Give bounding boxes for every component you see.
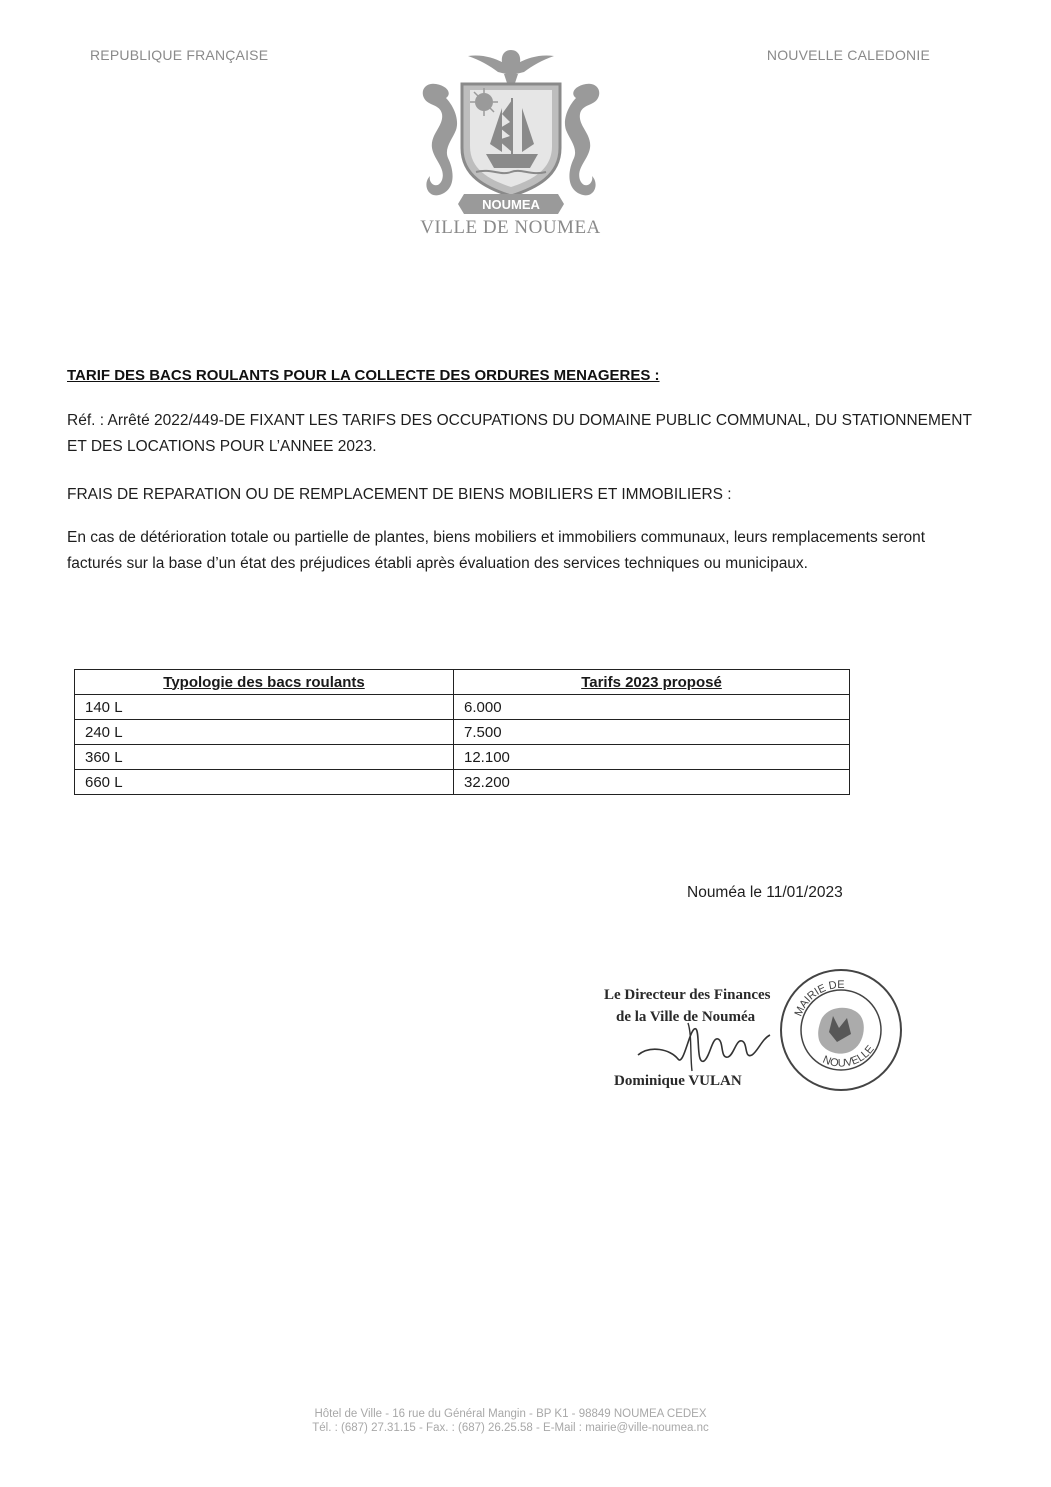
cell-type: 660 L	[75, 770, 454, 795]
city-name: VILLE DE NOUMEA	[420, 217, 601, 238]
reference-paragraph: Réf. : Arrêté 2022/449-DE FIXANT LES TARIFS DES OCCUPATIONS DU DOMAINE PUBLIC COMMUNAL, DU STATIONNEMENT ET DES LOCATIONS POUR L’ANNEE 2023.	[67, 412, 972, 455]
table-row	[75, 770, 850, 795]
table-row	[75, 745, 850, 770]
footer-address: Hôtel de Ville - 16 rue du Général Mangin - BP K1 - 98849 NOUMEA CEDEX	[314, 1408, 707, 1420]
column-header-type: Typologie des bacs roulants	[75, 670, 454, 695]
frais-paragraph: FRAIS DE REPARATION OU DE REMPLACEMENT DE BIENS MOBILIERS ET IMMOBILIERS :	[67, 486, 732, 503]
table-row	[75, 720, 850, 745]
crest-banner-text: NOUMEA	[482, 197, 540, 212]
cell-tarif: 12.100	[454, 745, 850, 770]
signatory-name: Dominique VULAN	[614, 1073, 742, 1089]
header-nouvelle-caledonie: NOUVELLE CALEDONIE	[766, 47, 930, 63]
header-republique: REPUBLIQUE FRANÇAISE	[90, 47, 269, 63]
footer-contact: Tél. : (687) 27.31.15 - Fax. : (687) 26.25.58 - E-Mail : mairie@ville-noumea.nc	[312, 1422, 709, 1434]
table-header-row	[75, 670, 850, 695]
document-title: TARIF DES BACS ROULANTS POUR LA COLLECTE DES ORDURES MENAGERES :	[67, 367, 660, 384]
cell-type: 140 L	[75, 695, 454, 720]
cell-tarif: 7.500	[454, 720, 850, 745]
date-line: Nouméa le 11/01/2023	[687, 884, 843, 901]
stamp-bottom-text: NOUVELLE	[820, 1043, 877, 1070]
official-stamp	[777, 966, 905, 1094]
cell-tarif: 32.200	[454, 770, 850, 795]
cell-type: 240 L	[75, 720, 454, 745]
signature-block	[600, 985, 780, 1095]
cell-tarif: 6.000	[454, 695, 850, 720]
rates-table	[74, 669, 850, 795]
city-crest-logo	[406, 44, 616, 218]
signatory-title-line1: Le Directeur des Finances	[604, 987, 771, 1003]
stamp-top-text: MAIRIE DE	[792, 978, 845, 1019]
signatory-title-line2: de la Ville de Nouméa	[616, 1009, 756, 1025]
deterioration-paragraph: En cas de détérioration totale ou partielle de plantes, biens mobiliers et immobiliers communaux, leurs remplacements seront facturés sur la base d’un état des préjudices établi après évaluation des services techniques ou municipaux.	[67, 529, 926, 572]
handwritten-signature	[630, 1015, 780, 1075]
column-header-tarif: Tarifs 2023 proposé	[454, 670, 850, 695]
table-row	[75, 695, 850, 720]
footer	[0, 1407, 1021, 1435]
cell-type: 360 L	[75, 745, 454, 770]
